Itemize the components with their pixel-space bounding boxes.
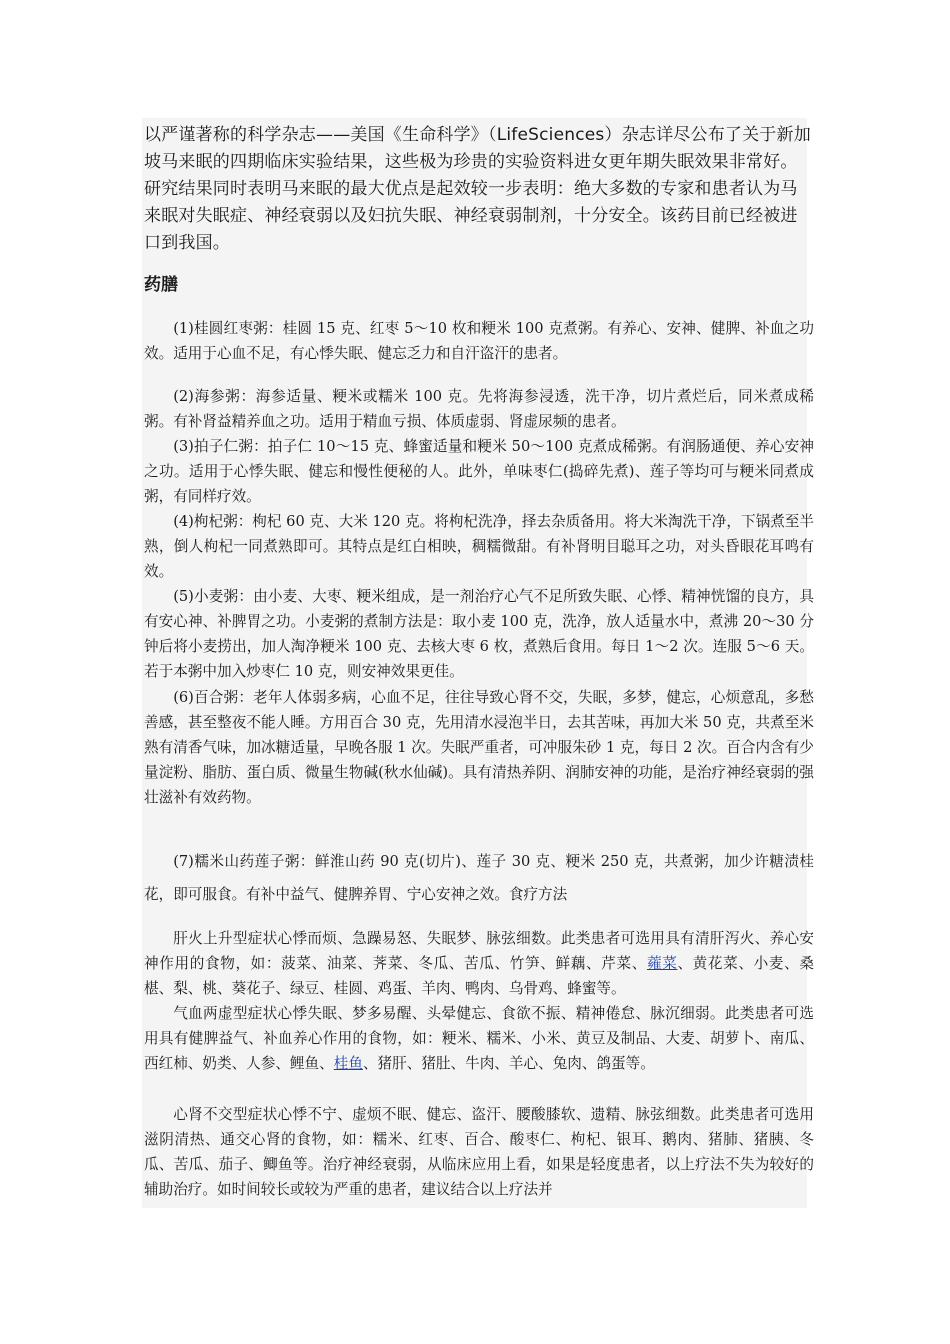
recipe-1-paragraph: (1)桂圆红枣粥：桂圆 15 克、红枣 5～10 枚和粳米 100 克煮粥。有养心、安神、健脾、补血之功效。适用于心血不足，有心悸失眠、健忘乏力和自汗盗汗的患者。	[144, 320, 814, 362]
therapy-2-text-a: 气血两虚型症状心悸失眠、梦多易醒、头晕健忘、食欲不振、精神倦怠、脉沉细弱。此类患者可选用具有健脾益气、补血养心作用的食物，如：粳米、糯米、小米、黄豆及制品、大麦、胡萝卜、南瓜、西红柿、奶类、人参、鲤鱼、	[144, 1005, 814, 1072]
link-yongcai[interactable]: 蕹菜	[646, 955, 678, 972]
therapy-1-text-a: 肝火上升型症状心悸而烦、急躁易怒、失眠梦、脉弦细数。此类患者可选用具有清肝泻火、养心安神作用的食物，如：菠菜、油菜、荠菜、冬瓜、苦瓜、竹笋、鲜藕、芹菜、	[144, 930, 814, 972]
recipe-6-paragraph: (6)百合粥：老年人体弱多病，心血不足，往往导致心肾不交，失眠，多梦，健忘，心烦意乱，多愁善感，甚至整夜不能人睡。方用百合 30 克，先用清水浸泡半日，去其苦味，再加大米 50 克，共煮至米熟有清香气味，加冰糖适量，早晚各服 1 次。失眠严重者，可冲服朱砂 1 克，每日 2 次。百合内含有少量淀粉、脂肪、蛋白质、微量生物碱(秋水仙碱)。具有清热养阴、润肺安神的功能，是治疗神经衰弱的强壮滋补有效药物。	[144, 689, 814, 806]
therapy-liver-fire-paragraph	[144, 926, 814, 1001]
intro-paragraph: 以严谨著称的科学杂志——美国《生命科学》（LifeSciences）杂志详尽公布了关于新加坡马来眠的四期临床实验结果，这些极为珍贵的实验资料进女更年期失眠效果非常好。研究结果同时表明马来眠的最大优点是起效较一步表明：绝大多数的专家和患者认为马来眠对失眠症、神经衰弱以及妇抗失眠、神经衰弱制剂，十分安全。该药目前已经被进口到我国。	[144, 125, 811, 253]
recipe-4-paragraph: (4)枸杞粥：枸杞 60 克、大米 120 克。将枸杞洗净，择去杂质备用。将大米淘洗干净，下锅煮至半熟，倒人枸杞一同煮熟即可。其特点是红白相映，稠糯微甜。有补肾明目聪耳之功，对头昏眼花耳鸣有效。	[144, 513, 814, 580]
therapy-1-text-b: 、黄花菜、小麦、桑椹、梨、桃、葵花子、绿豆、桂圆、鸡蛋、羊肉、鸭肉、乌骨鸡、蜂蜜等。	[144, 955, 814, 997]
recipe-3-paragraph: (3)拍子仁粥：拍子仁 10～15 克、蜂蜜适量和粳米 50～100 克煮成稀粥。有润肠通便、养心安神之功。适用于心悸失眠、健忘和慢性便秘的人。此外，单味枣仁(捣碎先煮)、莲子等均可与粳米同煮成粥，有同样疗效。	[144, 438, 814, 505]
recipe-2-paragraph: (2)海参粥：海参适量、粳米或糯米 100 克。先将海参浸透，洗干净，切片煮烂后，同米煮成稀粥。有补肾益精养血之功。适用于精血亏损、体质虚弱、肾虚尿频的患者。	[144, 388, 814, 430]
therapy-qi-blood-paragraph	[144, 1001, 814, 1076]
link-guiyu[interactable]: 桂鱼	[333, 1055, 363, 1072]
section-heading-yaoshan: 药膳	[144, 275, 178, 295]
therapy-heart-kidney-paragraph: 心肾不交型症状心悸不宁、虚烦不眠、健忘、盗汗、腰酸膝软、遗精、脉弦细数。此类患者可选用滋阴清热、通交心肾的食物，如：糯米、红枣、百合、酸枣仁、枸杞、银耳、鹅肉、猪肺、猪胰、冬瓜、苦瓜、茄子、鲫鱼等。治疗神经衰弱，从临床应用上看，如果是轻度患者，以上疗法不失为较好的辅助治疗。如时间较长或较为严重的患者，建议结合以上疗法并	[144, 1106, 814, 1198]
recipe-7-paragraph: (7)糯米山药莲子粥：鲜淮山药 90 克(切片)、莲子 30 克、粳米 250 克，共煮粥，加少许糖渍桂花，即可服食。有补中益气、健脾养胃、宁心安神之效。食疗方法	[144, 853, 814, 903]
therapy-2-text-b: 、猪肝、猪肚、牛肉、羊心、兔肉、鸽蛋等。	[362, 1055, 655, 1072]
recipe-5-paragraph: (5)小麦粥：由小麦、大枣、粳米组成，是一剂治疗心气不足所致失眠、心悸、精神恍馏的良方，具有安心神、补脾胃之功。小麦粥的煮制方法是：取小麦 100 克，洗净，放人适量水中，煮沸 20～30 分钟后将小麦捞出，加人淘净粳米 100 克、去核大枣 6 枚，煮熟后食用。每日 1～2 次。连服 5～6 天。若于本粥中加入炒枣仁 10 克，则安神效果更佳。	[144, 588, 814, 680]
